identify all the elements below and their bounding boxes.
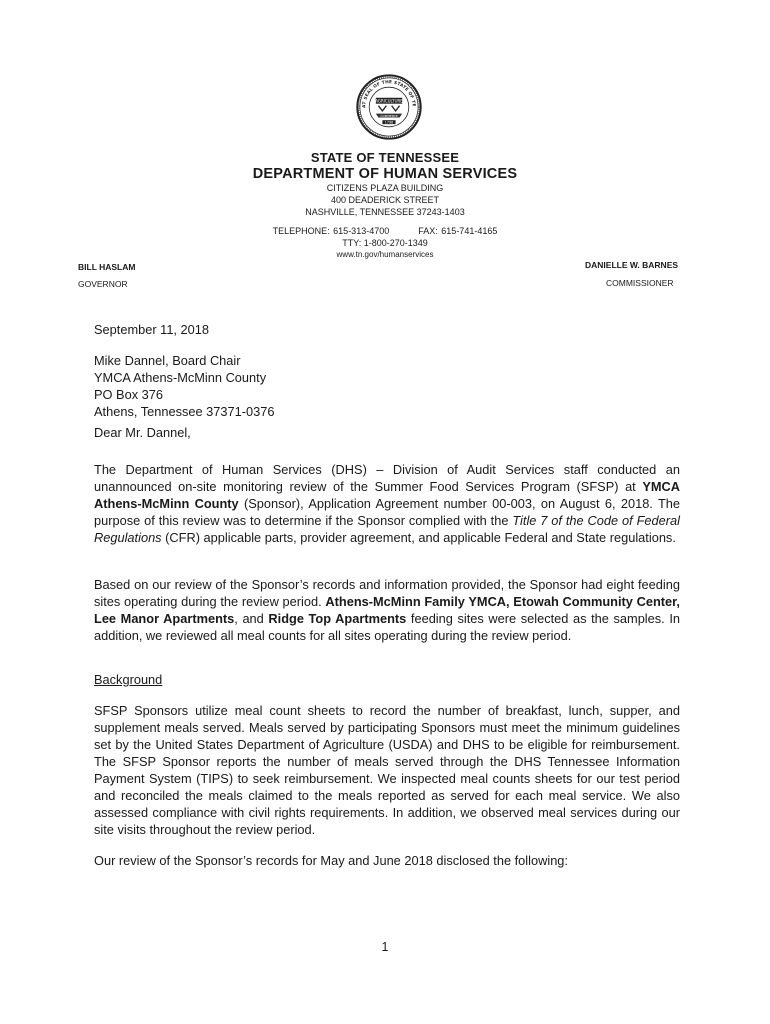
salutation: Dear Mr. Dannel,: [94, 425, 191, 440]
sample-site-ridge-top: Ridge Top Apartments: [268, 611, 407, 626]
sample-sites: Athens-McMinn Family YMCA, Etowah Community Center, Lee Manor Apartments: [94, 594, 680, 626]
fax-number: 615-741-4165: [441, 226, 498, 236]
seal-word-1: AGRICULTURE: [375, 98, 403, 104]
paragraph-intro: [94, 461, 680, 546]
tty-line: [0, 238, 770, 248]
recipient-line-1: Mike Dannel, Board Chair: [94, 353, 241, 368]
seal-ring-text: AT SEAL OF THE STATE OF TE: [362, 80, 416, 109]
address-line-3: NASHVILLE, TENNESSEE 37243-1403: [305, 207, 465, 217]
commissioner-title: COMMISSIONER: [606, 278, 674, 288]
recipient-line-4: Athens, Tennessee 37371-0376: [94, 404, 275, 419]
tty-number: 1-800-270-1349: [363, 238, 428, 248]
seal-word-2: COMMERCE: [380, 113, 398, 118]
recipient-line-2: YMCA Athens-McMinn County: [94, 370, 267, 385]
website: www.tn.gov/humanservices: [336, 250, 434, 259]
fax-label: FAX:: [418, 226, 438, 236]
governor-title: GOVERNOR: [78, 279, 128, 289]
page-number: 1: [381, 940, 389, 954]
p1-text-c: (Sponsor), Application Agreement number 00-003, on August 6, 2018. The purpose of this review was to determine if the Sponsor complied with the: [94, 496, 681, 528]
section-heading-background: Background: [94, 672, 163, 687]
recipient-line-3: PO Box 376: [94, 387, 164, 402]
tty-label: TTY:: [342, 238, 362, 248]
p2-text-e: feeding sites were selected as the samples. In addition, we reviewed all meal counts for all sites operating during the review period.: [94, 611, 680, 643]
letter-date: September 11, 2018: [94, 322, 210, 337]
paragraph-findings-intro: Our review of the Sponsor’s records for May and June 2018 disclosed the following:: [94, 853, 568, 868]
sponsor-name: YMCA Athens-McMinn County: [94, 479, 680, 511]
telephone-number: 615-313-4700: [333, 226, 390, 236]
p1-text-e: (CFR) applicable parts, provider agreement, and applicable Federal and State regulations.: [161, 530, 676, 545]
address-line-1: CITIZENS PLAZA BUILDING: [326, 183, 444, 193]
contact-line: [0, 226, 770, 236]
state-name: STATE OF TENNESSEE: [310, 150, 460, 165]
paragraph-sites: [94, 576, 680, 644]
department-name: DEPARTMENT OF HUMAN SERVICES: [252, 166, 518, 182]
regulation-title: Title 7 of the Code of Federal Regulations: [94, 513, 680, 545]
commissioner-name: DANIELLE W. BARNES: [585, 260, 679, 270]
p2-text-c: , and: [234, 611, 269, 626]
p1-text-a: The Department of Human Services (DHS) – Division of Audit Services staff conducted an unannounced on-site monitoring review of the Summer Food Services Program (SFSP) at: [94, 462, 680, 494]
telephone-label: TELEPHONE:: [272, 226, 330, 236]
p2-text-a: Based on our review of the Sponsor’s records and information provided, the Sponsor had eight feeding sites operating during the review period.: [94, 577, 680, 609]
seal-year: 1796: [384, 120, 394, 125]
governor-name: BILL HASLAM: [78, 262, 136, 272]
address-line-2: 400 DEADERICK STREET: [330, 195, 440, 205]
recipient-address: [94, 352, 680, 420]
paragraph-background: SFSP Sponsors utilize meal count sheets to record the number of breakfast, lunch, supper, and supplement meals served. Meals served by participating Sponsors must meet the minimum guidelines set by the United States Department of Agriculture (USDA) and DHS to be eligible for reimbursement. The SFSP Sponsor reports the number of meals served through the DHS Tennessee Information Payment System (TIPS) to seek reimbursement. We inspected meal counts sheets for our test period and reconciled the meals claimed to the meals reported as served for each meal service. We also assessed compliance with civil rights requirements. In addition, we observed meal services during our site visits throughout the review period.: [94, 703, 680, 837]
state-seal-icon: [356, 74, 422, 140]
